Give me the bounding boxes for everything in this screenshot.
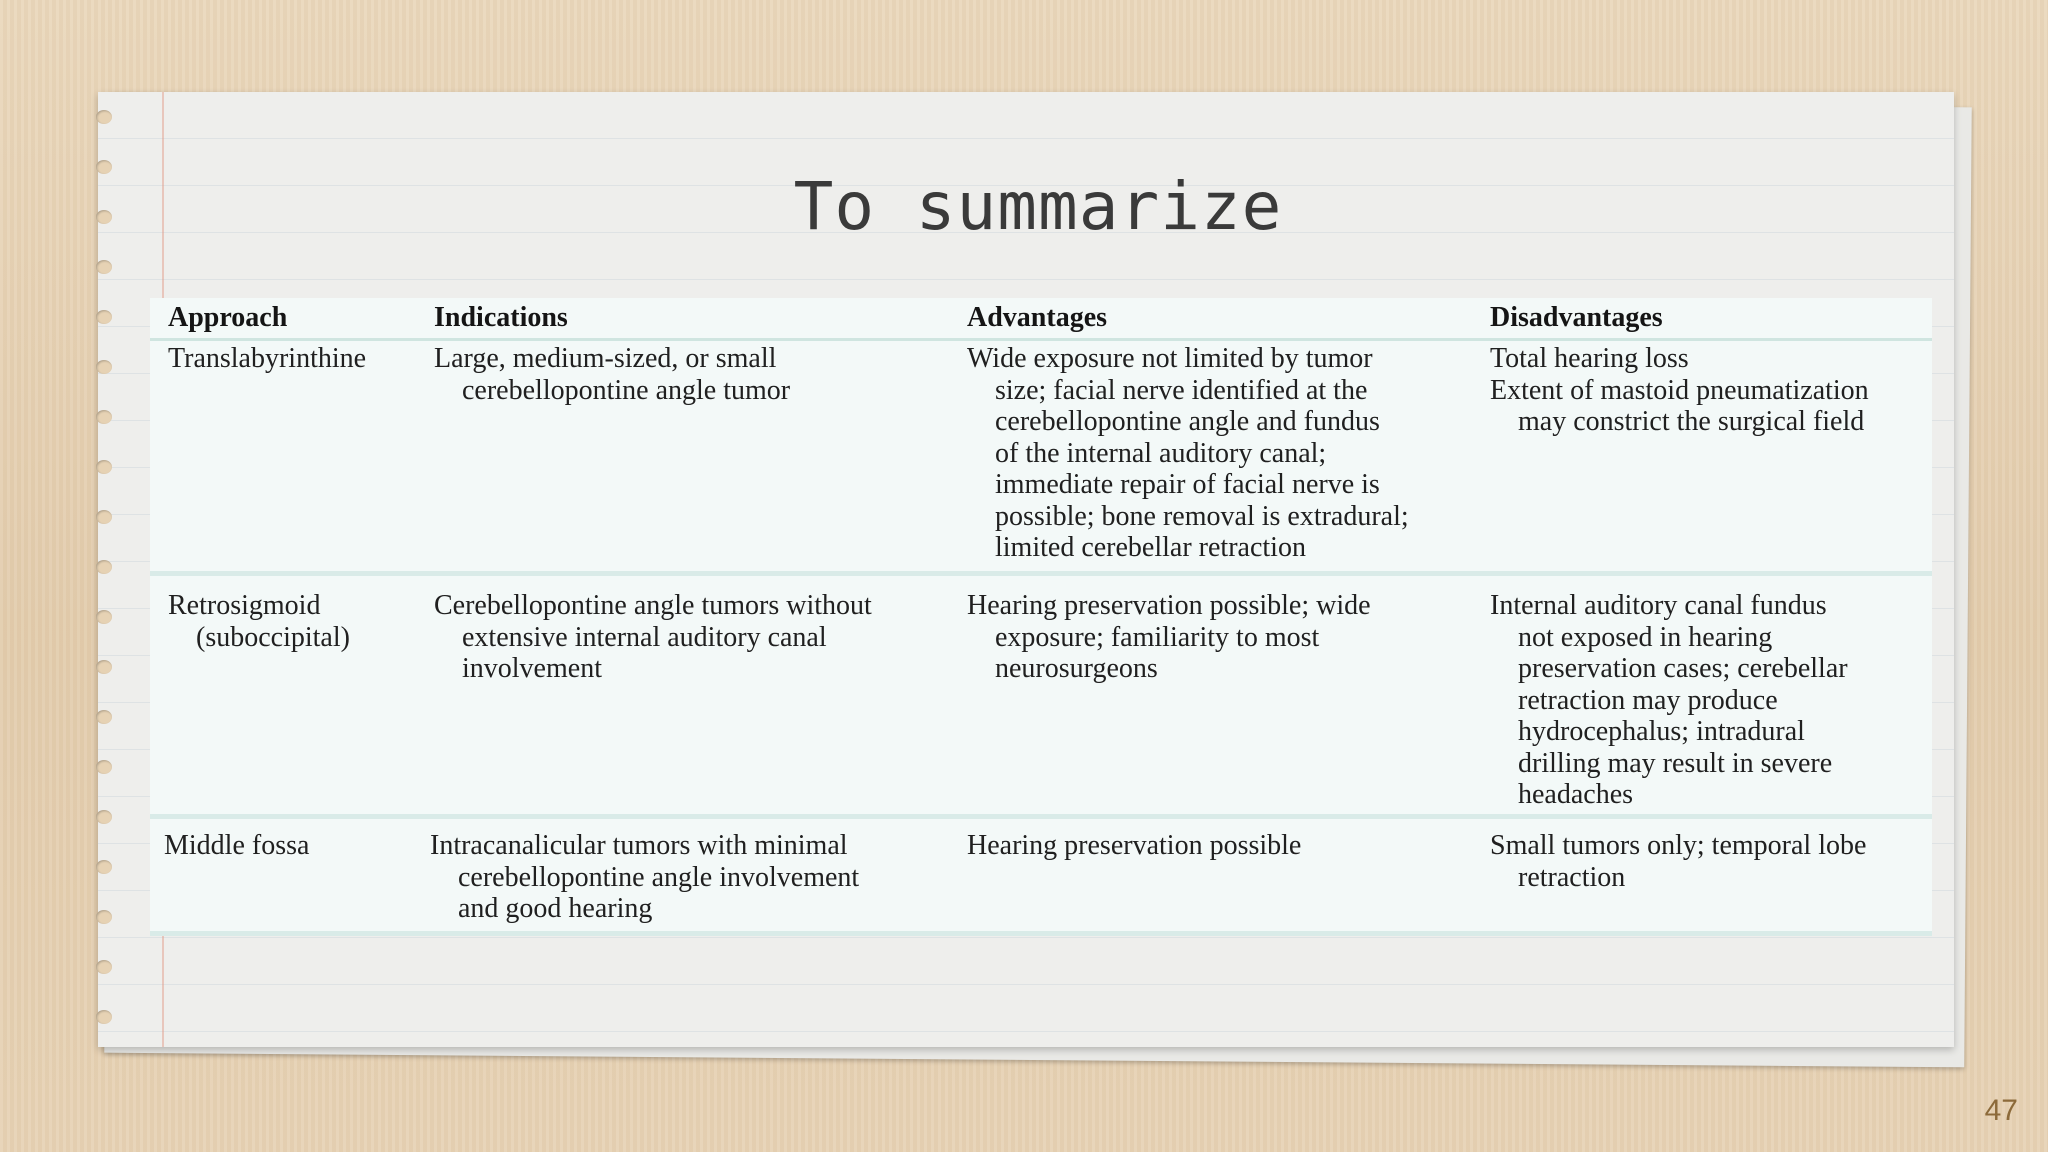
slide-title: To summarize (793, 168, 1283, 245)
table-row (150, 590, 1932, 819)
indications-line: cerebellopontine angle tumor (462, 374, 791, 406)
disadvantages-line: headaches (1518, 779, 1634, 810)
cell-advantages (967, 343, 1487, 564)
approach-line: (suboccipital) (196, 621, 350, 653)
binder-hole (96, 1010, 112, 1024)
advantages-line: Hearing preservation possible (967, 830, 1302, 861)
binder-hole (96, 310, 112, 324)
disadvantages-line: retraction may produce (1518, 684, 1778, 716)
approach-line: Middle fossa (164, 830, 310, 861)
disadvantages-line: preservation cases; cerebellar (1518, 653, 1848, 684)
advantages-line: limited cerebellar retraction (995, 532, 1306, 563)
advantages-line: size; facial nerve identified at the (995, 374, 1368, 406)
cell-indications (430, 830, 950, 925)
disadvantages-line: Internal auditory canal fundus (1490, 590, 1827, 621)
cell-indications (434, 590, 954, 685)
advantages-line: exposure; familiarity to most (995, 621, 1320, 653)
header-approach: Approach (168, 302, 288, 333)
indications-line: involvement (462, 653, 602, 684)
cell-disadvantages (1490, 343, 1930, 438)
disadvantages-line: hydrocephalus; intradural (1518, 716, 1805, 747)
indications-line: extensive internal auditory canal (462, 621, 827, 653)
binder-hole (96, 510, 112, 524)
summary-table (150, 298, 1932, 936)
table-row (150, 830, 1932, 936)
binder-hole (96, 360, 112, 374)
indications-line: Cerebellopontine angle tumors without (434, 590, 872, 621)
cell-advantages (967, 590, 1487, 685)
approach-line: Translabyrinthine (168, 343, 367, 374)
advantages-line: possible; bone removal is extradural; (995, 500, 1409, 532)
table-header-row (150, 298, 1932, 341)
advantages-line: Hearing preservation possible; wide (967, 590, 1371, 621)
binder-hole (96, 810, 112, 824)
page-number: 47 (1984, 1094, 2018, 1127)
advantages-line: of the internal auditory canal; (995, 437, 1327, 469)
disadvantages-line: retraction (1518, 861, 1626, 893)
binder-hole (96, 660, 112, 674)
cell-disadvantages (1490, 590, 1930, 811)
disadvantages-line: not exposed in hearing (1518, 621, 1773, 653)
binder-hole (96, 710, 112, 724)
advantages-line: cerebellopontine angle and fundus (995, 406, 1380, 437)
binder-hole (96, 260, 112, 274)
disadvantages-line: Small tumors only; temporal lobe (1490, 830, 1867, 861)
binder-hole (96, 760, 112, 774)
cell-approach (164, 830, 419, 862)
binder-hole (96, 610, 112, 624)
binder-hole (96, 910, 112, 924)
binder-hole (96, 460, 112, 474)
table-row (150, 343, 1932, 576)
disadvantages-line: may constrict the surgical field (1518, 406, 1865, 437)
disadvantages-line: Total hearing loss (1490, 343, 1689, 374)
disadvantages-line: drilling may result in severe (1518, 747, 1833, 779)
binder-hole (96, 110, 112, 124)
indications-line: Intracanalicular tumors with minimal (430, 830, 848, 861)
cell-approach (168, 343, 423, 375)
advantages-line: neurosurgeons (995, 653, 1158, 684)
advantages-line: Wide exposure not limited by tumor (967, 343, 1373, 374)
binder-hole (96, 560, 112, 574)
advantages-line: immediate repair of facial nerve is (995, 469, 1380, 500)
disadvantages-line: Extent of mastoid pneumatization (1490, 374, 1869, 406)
header-advantages: Advantages (967, 302, 1108, 333)
binder-hole (96, 410, 112, 424)
indications-line: Large, medium-sized, or small (434, 343, 777, 374)
approach-line: Retrosigmoid (168, 590, 321, 621)
cell-advantages (967, 830, 1487, 862)
binder-hole (96, 860, 112, 874)
indications-line: cerebellopontine angle involvement (458, 861, 860, 893)
header-indications: Indications (434, 302, 568, 333)
binder-hole (96, 960, 112, 974)
indications-line: and good hearing (458, 893, 653, 924)
cell-indications (434, 343, 954, 406)
cell-disadvantages (1490, 830, 1930, 893)
cell-approach (168, 590, 423, 653)
header-disadvantages: Disadvantages (1490, 302, 1663, 333)
